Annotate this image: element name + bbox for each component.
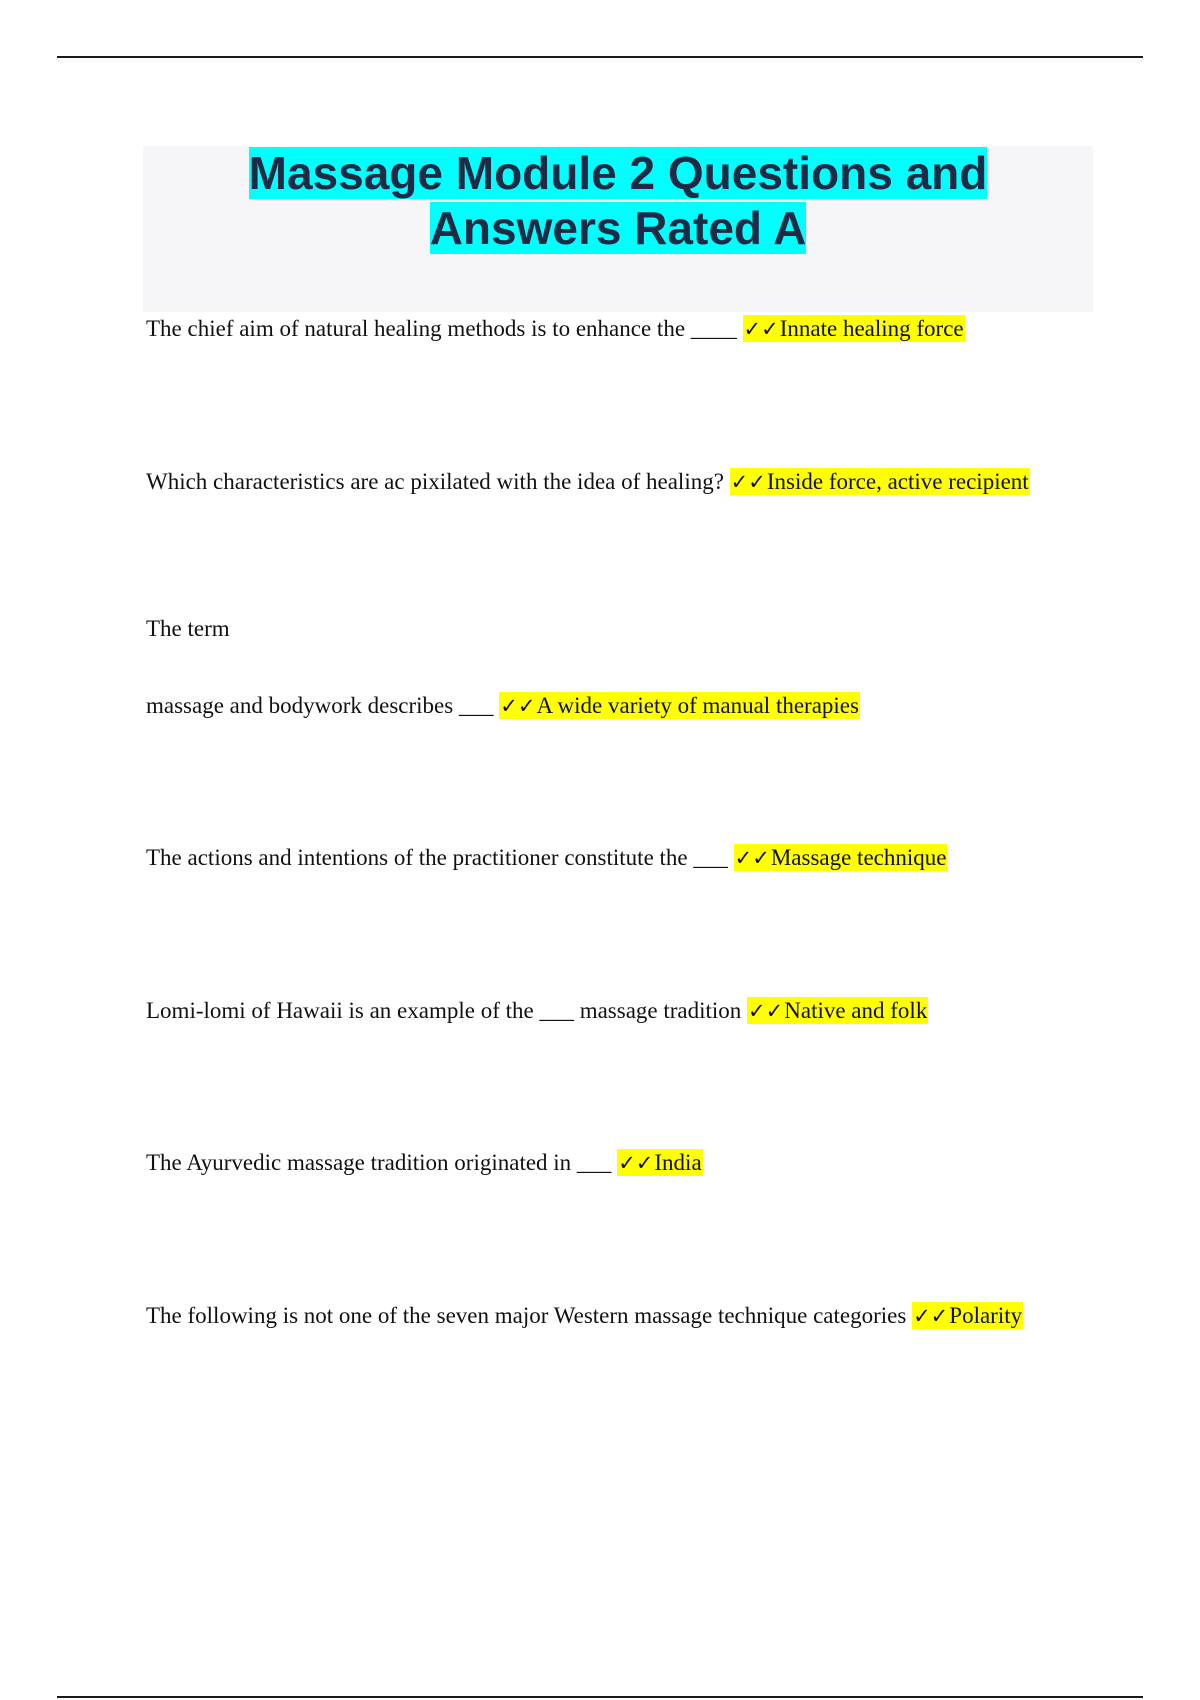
qa-item-3 [146, 691, 860, 721]
check-mark-icon: ✓✓ [743, 317, 779, 341]
qa-item-6 [146, 1148, 703, 1178]
question-text: The Ayurvedic massage tradition originated in ___ [146, 1150, 618, 1175]
answer-text: Inside force, active recipient [766, 469, 1029, 494]
top-rule [57, 56, 1143, 58]
answer-text: Innate healing force [779, 316, 964, 341]
answer-highlight [499, 692, 860, 719]
check-mark-icon: ✓✓ [730, 470, 766, 494]
answer-highlight [912, 1302, 1023, 1329]
check-mark-icon: ✓✓ [618, 1151, 654, 1175]
check-mark-icon: ✓✓ [748, 999, 784, 1023]
check-mark-icon: ✓✓ [734, 846, 770, 870]
answer-text: A wide variety of manual therapies [536, 693, 859, 718]
bottom-rule [57, 1696, 1143, 1698]
answer-highlight [617, 1149, 702, 1176]
qa-item-5 [146, 996, 928, 1026]
document-title-line-2: Answers Rated A [429, 202, 807, 254]
qa-item-7 [146, 1301, 1023, 1331]
answer-highlight [734, 844, 948, 871]
qa-item-4 [146, 843, 947, 873]
answer-highlight [747, 997, 928, 1024]
question-text: The actions and intentions of the practitioner constitute the ___ [146, 845, 734, 870]
question-text: massage and bodywork describes ___ [146, 693, 500, 718]
title-line-1 [143, 146, 1093, 201]
qa-item-2 [146, 467, 1030, 497]
question-text: The chief aim of natural healing methods is to enhance the ____ [146, 316, 743, 341]
answer-text: Polarity [949, 1303, 1023, 1328]
question-text-line-1: The term [146, 616, 230, 641]
question-text: Lomi-lomi of Hawaii is an example of the ___ massage tradition [146, 998, 748, 1023]
check-mark-icon: ✓✓ [913, 1304, 949, 1328]
answer-text: India [654, 1150, 702, 1175]
answer-text: Massage technique [770, 845, 947, 870]
qa-item-3-line-1 [146, 614, 230, 644]
document-title-line-1: Massage Module 2 Questions and [248, 147, 988, 199]
check-mark-icon: ✓✓ [500, 694, 536, 718]
qa-item-1 [146, 314, 965, 344]
answer-highlight [743, 315, 965, 342]
title-block [143, 146, 1093, 312]
question-text: Which characteristics are ac pixilated with the idea of healing? [146, 469, 730, 494]
answer-highlight [730, 468, 1030, 495]
question-text: The following is not one of the seven major Western massage technique categories [146, 1303, 913, 1328]
answer-text: Native and folk [784, 998, 928, 1023]
title-line-2 [143, 201, 1093, 256]
